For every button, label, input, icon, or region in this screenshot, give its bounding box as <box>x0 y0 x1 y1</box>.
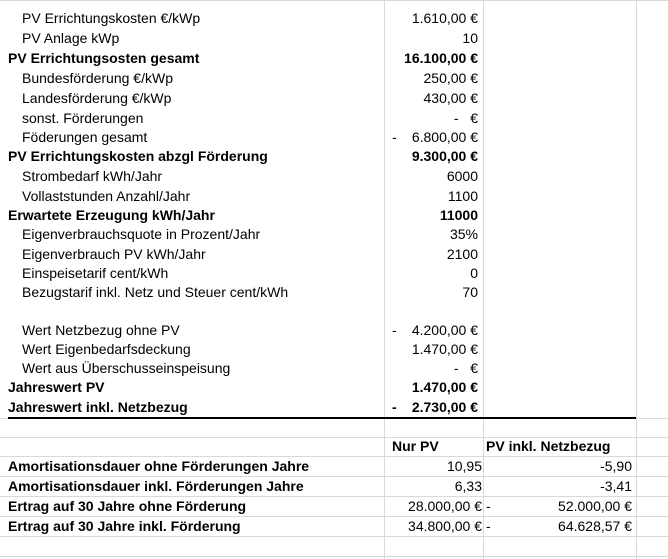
cell-label-amortisation-inkl[interactable]: Amortisationsdauer inkl. Förderungen Jahre <box>8 478 304 494</box>
cell-value-erwartete-erzeugung[interactable]: 11000 <box>439 207 478 223</box>
cell-value-wert-ueberschusseinspeisung[interactable]: - € <box>453 360 478 376</box>
header-nur-pv[interactable]: Nur PV <box>392 438 439 454</box>
cell-value-pv-anlage[interactable]: 10 <box>462 30 478 46</box>
cell-label-bezugstarif[interactable]: Bezugstarif inkl. Netz und Steuer cent/kWh <box>22 284 289 300</box>
cell-sign-ertrag-inkl: - <box>486 518 491 534</box>
cell-label-bundesfoerderung[interactable]: Bundesförderung €/kWp <box>22 70 173 86</box>
cell-label-errichtungskosten-gesamt[interactable]: PV Errichtungsosten gesamt <box>8 50 200 66</box>
cell-label-wert-eigenbedarfsdeckung[interactable]: Wert Eigenbedarfsdeckung <box>22 341 191 357</box>
cell-label-kosten-abzgl-foerderung[interactable]: PV Errichtungskosten abzgl Förderung <box>8 148 268 164</box>
cell-netz-amortisation-ohne[interactable]: -5,90 <box>600 458 632 474</box>
cell-label-landesfoerderung[interactable]: Landesförderung €/kWp <box>22 90 172 106</box>
cell-label-amortisation-ohne[interactable]: Amortisationsdauer ohne Förderungen Jahre <box>8 458 310 474</box>
cell-label-pv-anlage[interactable]: PV Anlage kWp <box>22 30 120 46</box>
cell-label-strombedarf[interactable]: Strombedarf kWh/Jahr <box>22 168 163 184</box>
cell-label-einspeisetarif[interactable]: Einspeisetarif cent/kWh <box>22 265 169 281</box>
cell-value-eigenverbrauchsquote[interactable]: 35% <box>449 226 478 242</box>
cell-value-wert-netzbezug[interactable]: 4.200,00 € <box>411 322 478 338</box>
cell-value-jahreswert-pv[interactable]: 1.470,00 € <box>411 379 478 395</box>
cell-value-kosten-abzgl-foerderung[interactable]: 9.300,00 € <box>411 148 478 164</box>
cell-value-jahreswert-netzbezug[interactable]: 2.730,00 € <box>411 399 478 415</box>
cell-value-pv-errichtungskosten[interactable]: 1.610,00 € <box>411 10 478 26</box>
cell-nurpv-ertrag-ohne[interactable]: 28.000,00 € <box>408 498 482 514</box>
cell-sign-foerderungen-gesamt: - <box>392 129 397 145</box>
cell-netz-ertrag-inkl[interactable]: 64.628,57 € <box>558 518 632 534</box>
row-divider <box>0 556 668 557</box>
cell-value-einspeisetarif[interactable]: 0 <box>470 265 478 281</box>
cell-sign-ertrag-ohne: - <box>486 498 491 514</box>
cell-netz-ertrag-ohne[interactable]: 52.000,00 € <box>558 498 632 514</box>
cell-value-errichtungskosten-gesamt[interactable]: 16.100,00 € <box>404 50 478 66</box>
cell-label-ertrag-ohne[interactable]: Ertrag auf 30 Jahre ohne Förderung <box>8 498 247 514</box>
cell-value-bezugstarif[interactable]: 70 <box>462 284 478 300</box>
row-divider <box>0 0 668 1</box>
cell-value-foerderungen-gesamt[interactable]: 6.800,00 € <box>411 129 478 145</box>
cell-label-jahreswert-pv[interactable]: Jahreswert PV <box>8 379 105 395</box>
header-pv-inkl-netzbezug[interactable]: PV inkl. Netzbezug <box>486 438 611 454</box>
cell-value-wert-eigenbedarfsdeckung[interactable]: 1.470,00 € <box>411 341 478 357</box>
cell-nurpv-amortisation-inkl[interactable]: 6,33 <box>454 478 482 494</box>
section-border <box>8 417 636 419</box>
cell-label-ertrag-inkl[interactable]: Ertrag auf 30 Jahre inkl. Förderung <box>8 518 241 534</box>
cell-value-eigenverbrauch-pv[interactable]: 2100 <box>446 246 478 262</box>
cell-label-erwartete-erzeugung[interactable]: Erwartete Erzeugung kWh/Jahr <box>8 207 215 223</box>
cell-value-vollaststunden[interactable]: 1100 <box>447 188 478 204</box>
cell-label-wert-ueberschusseinspeisung[interactable]: Wert aus Überschusseinspeisung <box>22 360 231 376</box>
cell-label-sonst-foerderungen[interactable]: sonst. Förderungen <box>22 110 144 126</box>
cell-label-pv-errichtungskosten[interactable]: PV Errichtungskosten €/kWp <box>22 10 201 26</box>
cell-label-wert-netzbezug[interactable]: Wert Netzbezug ohne PV <box>22 322 180 338</box>
cell-nurpv-amortisation-ohne[interactable]: 10,95 <box>446 458 482 474</box>
cell-label-eigenverbrauch-pv[interactable]: Eigenverbrauch PV kWh/Jahr <box>22 246 206 262</box>
cell-netz-amortisation-inkl[interactable]: -3,41 <box>600 478 632 494</box>
cell-label-foerderungen-gesamt[interactable]: Föderungen gesamt <box>22 129 148 145</box>
cell-label-vollaststunden[interactable]: Vollaststunden Anzahl/Jahr <box>22 188 191 204</box>
cell-sign-jahreswert-netzbezug: - <box>392 399 397 415</box>
cell-nurpv-ertrag-inkl[interactable]: 34.800,00 € <box>408 518 482 534</box>
row-divider <box>0 536 668 537</box>
cell-label-eigenverbrauchsquote[interactable]: Eigenverbrauchsquote in Prozent/Jahr <box>22 226 261 242</box>
cell-value-strombedarf[interactable]: 6000 <box>446 168 478 184</box>
cell-value-sonst-foerderungen[interactable]: - € <box>453 110 478 126</box>
cell-value-bundesfoerderung[interactable]: 250,00 € <box>423 70 478 86</box>
cell-value-landesfoerderung[interactable]: 430,00 € <box>423 90 478 106</box>
cell-sign-wert-netzbezug: - <box>392 322 397 338</box>
cell-label-jahreswert-netzbezug[interactable]: Jahreswert inkl. Netzbezug <box>8 399 188 415</box>
